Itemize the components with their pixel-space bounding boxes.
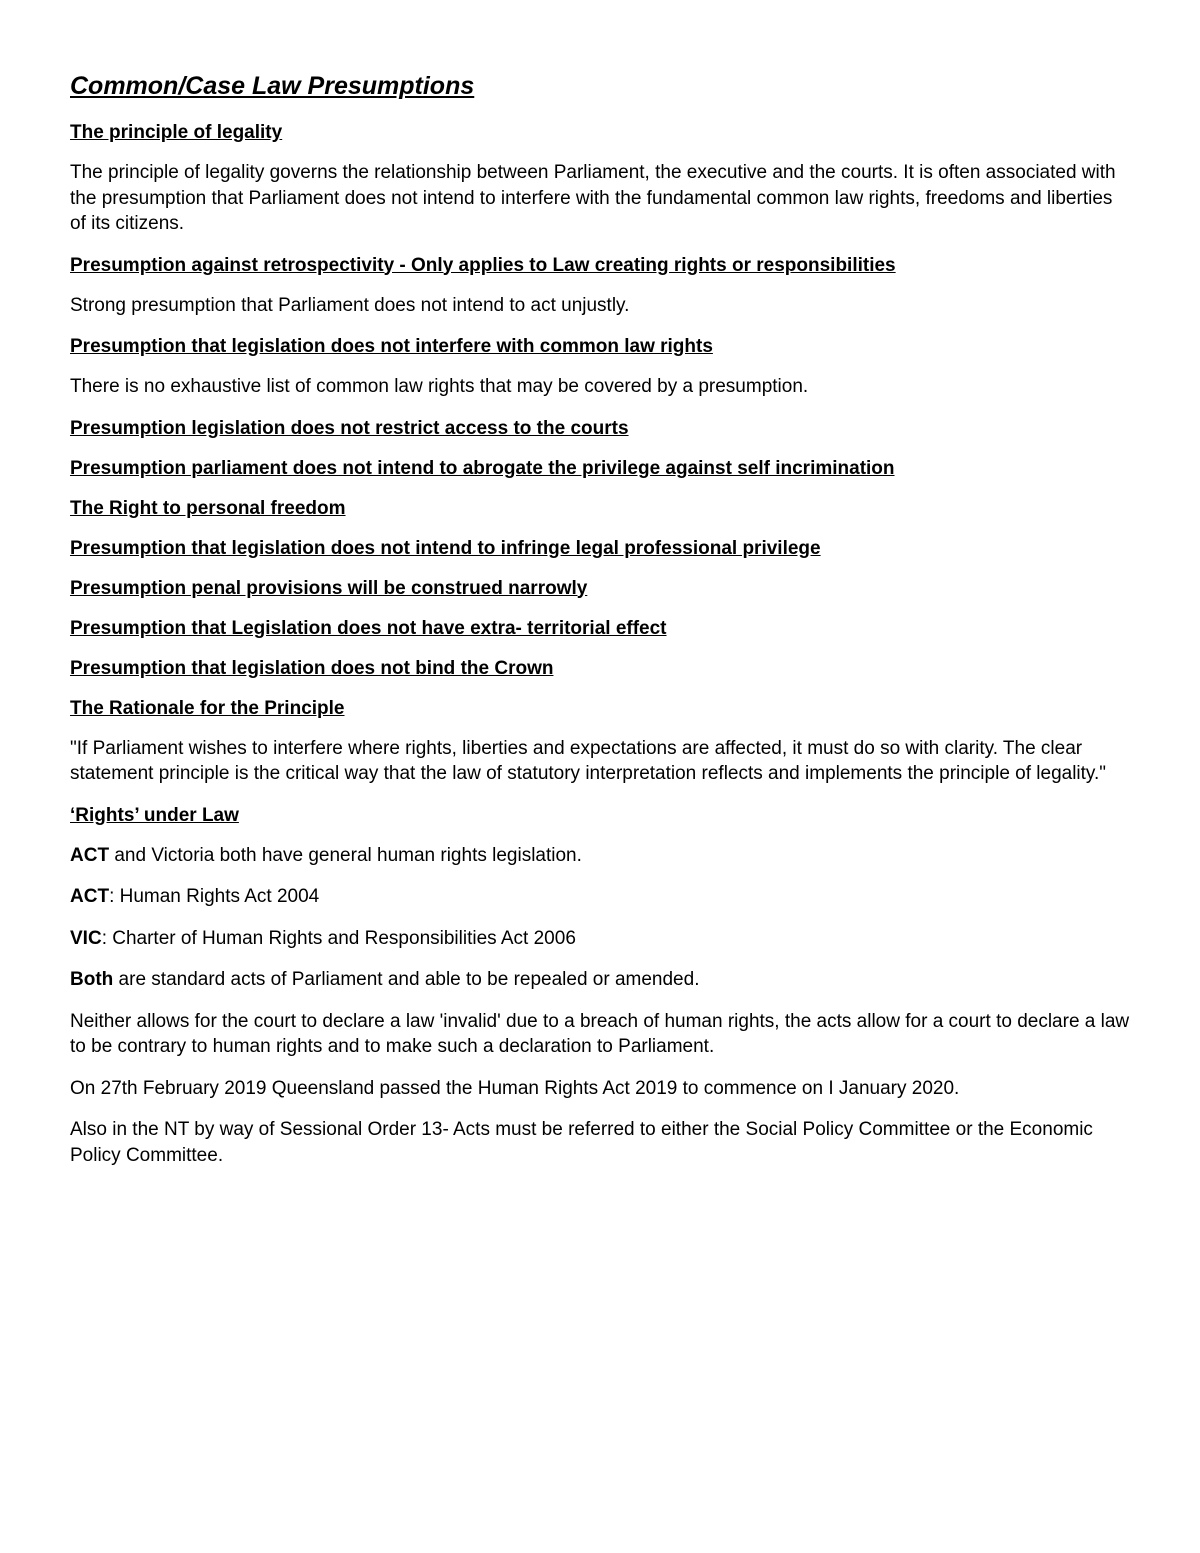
- paragraph-common-law-rights: There is no exhaustive list of common law rights that may be covered by a presumption.: [70, 376, 809, 397]
- heading-rationale: The Rationale for the Principle: [70, 697, 345, 719]
- heading-common-law-rights: Presumption that legislation does not interfere with common law rights: [70, 336, 713, 357]
- heading-bind-crown: Presumption that legislation does not bind the Crown: [70, 657, 554, 679]
- paragraph-text: : Charter of Human Rights and Responsibilities Act 2006: [101, 927, 576, 949]
- paragraph-rationale-quote: "If Parliament wishes to interfere where rights, liberties and expectations are affected, it must do so with clarity. The clear statement principle is the critical way that the law of statutory interpretation reflects and implements the principle of legality.": [70, 737, 1107, 784]
- paragraph-act-human-rights: [70, 884, 1130, 910]
- paragraph-both-acts: [70, 967, 1130, 993]
- paragraph-nt-sessional-order: Also in the NT by way of Sessional Order 13- Acts must be referred to either the Social Policy Committee or the Economic Policy Committee.: [70, 1119, 1093, 1166]
- document-title: Common/Case Law Presumptions: [70, 72, 475, 100]
- heading-self-incrimination: Presumption parliament does not intend to abrogate the privilege against self incrimination: [70, 457, 895, 479]
- heading-rights-under-law: ‘Rights’ under Law: [70, 804, 239, 826]
- bold-label-act: ACT: [70, 886, 110, 907]
- heading-principle-of-legality: The principle of legality: [70, 122, 283, 143]
- paragraph-vic-charter: [70, 926, 1130, 952]
- paragraph-neither-allows: Neither allows for the court to declare a law 'invalid' due to a breach of human rights, the acts allow for a court to declare a law to be contrary to human rights and to make such a declaration to Parliament.: [70, 1010, 1130, 1057]
- heading-penal-provisions: Presumption penal provisions will be construed narrowly: [70, 577, 588, 599]
- paragraph-retrospectivity: Strong presumption that Parliament does not intend to act unjustly.: [70, 294, 630, 316]
- paragraph-queensland: On 27th February 2019 Queensland passed the Human Rights Act 2019 to commence on I January 2020.: [70, 1077, 960, 1099]
- heading-extra-territorial: Presumption that Legislation does not have extra- territorial effect: [70, 617, 667, 639]
- document-page: [70, 68, 1130, 1184]
- bold-label-act: ACT: [70, 844, 110, 866]
- heading-personal-freedom: The Right to personal freedom: [70, 497, 346, 519]
- bold-label-both: Both: [70, 969, 114, 990]
- bold-label-vic: VIC: [70, 927, 102, 949]
- paragraph-text: : Human Rights Act 2004: [109, 886, 320, 907]
- paragraph-principle-of-legality: The principle of legality governs the relationship between Parliament, the executive and the courts. It is often associated with the presumption that Parliament does not intend to interfere with the fundamental common law rights, freedoms and liberties of its citizens.: [70, 162, 1116, 234]
- heading-retrospectivity: Presumption against retrospectivity - Only applies to Law creating rights or responsibilities: [70, 254, 896, 276]
- heading-access-to-courts: Presumption legislation does not restrict access to the courts: [70, 417, 629, 439]
- paragraph-text: are standard acts of Parliament and able to be repealed or amended.: [113, 969, 700, 990]
- paragraph-text: and Victoria both have general human rights legislation.: [109, 844, 582, 866]
- paragraph-act-and-victoria: [70, 843, 1130, 869]
- heading-legal-professional-privilege: Presumption that legislation does not intend to infringe legal professional privilege: [70, 537, 821, 559]
